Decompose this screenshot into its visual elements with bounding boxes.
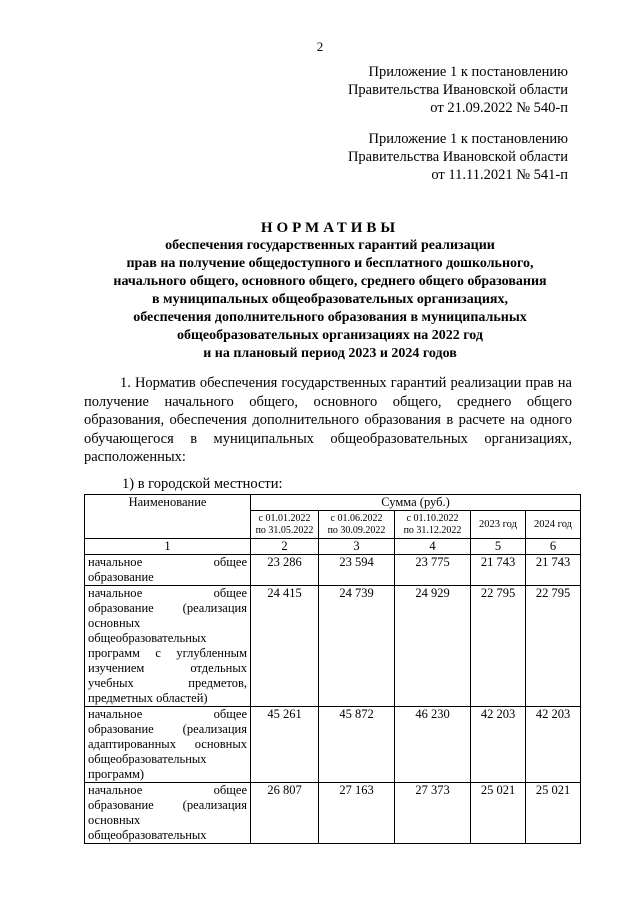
row-value: 45 261 — [251, 707, 319, 783]
column-number: 3 — [319, 539, 395, 555]
header-year: 2024 год — [526, 511, 581, 539]
row-value: 24 929 — [395, 586, 471, 707]
header-sum: Сумма (руб.) — [251, 495, 581, 511]
row-value: 21 743 — [471, 555, 526, 586]
title-line: общеобразовательных организациях на 2022 год — [177, 328, 483, 343]
table-row — [85, 707, 581, 783]
appendix-line: Приложение 1 к постановлению — [368, 131, 568, 147]
table-row — [85, 586, 581, 707]
row-value: 46 230 — [395, 707, 471, 783]
period-to: по 31.05.2022 — [255, 525, 314, 536]
row-value: 25 021 — [471, 783, 526, 844]
row-value: 24 415 — [251, 586, 319, 707]
appendix-line: Правительства Ивановской области — [347, 149, 568, 165]
appendix-block-1 — [348, 63, 568, 117]
appendix-line: от 21.09.2022 № 540-п — [430, 100, 568, 116]
table-row — [85, 783, 581, 844]
paragraph-1-text: 1. Норматив обеспечения государственных гарантий реализации прав на получение начального общего, основного общего, среднего общего образования, обеспечения дополнительного образования в расчете на одного обучающегося в муниципальных общеобразовательных организациях, расположенных: — [84, 375, 572, 465]
document-title — [60, 219, 600, 363]
row-name: начальное общее образование (реализация адаптированных основных общеобразовательных программ) — [85, 707, 251, 783]
title-line: прав на получение общедоступного и бесплатного дошкольного, — [126, 256, 534, 271]
row-value: 23 775 — [395, 555, 471, 586]
subheading: 1) в городской местности: — [122, 476, 283, 492]
row-name: начальное общее образование — [85, 555, 251, 586]
row-value: 24 739 — [319, 586, 395, 707]
row-value: 27 163 — [319, 783, 395, 844]
period-from: с 01.10.2022 — [406, 513, 459, 524]
table-row — [85, 555, 581, 586]
column-number: 2 — [251, 539, 319, 555]
row-value: 27 373 — [395, 783, 471, 844]
row-value: 45 872 — [319, 707, 395, 783]
row-value: 22 795 — [471, 586, 526, 707]
row-name: начальное общее образование (реализация основных общеобразовательных — [85, 783, 251, 844]
column-number: 1 — [85, 539, 251, 555]
row-value: 26 807 — [251, 783, 319, 844]
column-number: 6 — [526, 539, 581, 555]
column-number: 5 — [471, 539, 526, 555]
period-from: с 01.01.2022 — [258, 513, 311, 524]
title-line: и на плановый период 2023 и 2024 годов — [203, 346, 457, 361]
title-line: в муниципальных общеобразовательных организациях, — [152, 292, 508, 307]
row-value: 21 743 — [526, 555, 581, 586]
header-year: 2023 год — [471, 511, 526, 539]
appendix-line: от 11.11.2021 № 541-п — [431, 167, 568, 183]
row-value: 42 203 — [526, 707, 581, 783]
title-heading: НОРМАТИВЫ — [260, 220, 400, 236]
row-value: 42 203 — [471, 707, 526, 783]
header-period — [395, 511, 471, 539]
appendix-block-2 — [348, 130, 568, 184]
appendix-line: Правительства Ивановской области — [347, 82, 568, 98]
row-value: 23 286 — [251, 555, 319, 586]
norms-table — [84, 494, 581, 844]
appendix-line: Приложение 1 к постановлению — [368, 64, 568, 80]
title-line: обеспечения государственных гарантий реализации — [165, 238, 495, 253]
row-value: 25 021 — [526, 783, 581, 844]
title-line: обеспечения дополнительного образования в муниципальных — [133, 310, 527, 325]
period-from: с 01.06.2022 — [330, 513, 383, 524]
period-to: по 31.12.2022 — [403, 525, 462, 536]
header-name: Наименование — [85, 495, 251, 539]
row-value: 22 795 — [526, 586, 581, 707]
page-number: 2 — [316, 39, 324, 54]
row-name: начальное общее образование (реализация основных общеобразовательных программ с углубленным изучением отдельных учебных предметов, предметных областей) — [85, 586, 251, 707]
period-to: по 30.09.2022 — [327, 525, 386, 536]
column-number: 4 — [395, 539, 471, 555]
paragraph-1 — [84, 374, 572, 467]
row-value: 23 594 — [319, 555, 395, 586]
title-line: начального общего, основного общего, среднего общего образования — [113, 274, 547, 289]
header-period — [251, 511, 319, 539]
header-period — [319, 511, 395, 539]
